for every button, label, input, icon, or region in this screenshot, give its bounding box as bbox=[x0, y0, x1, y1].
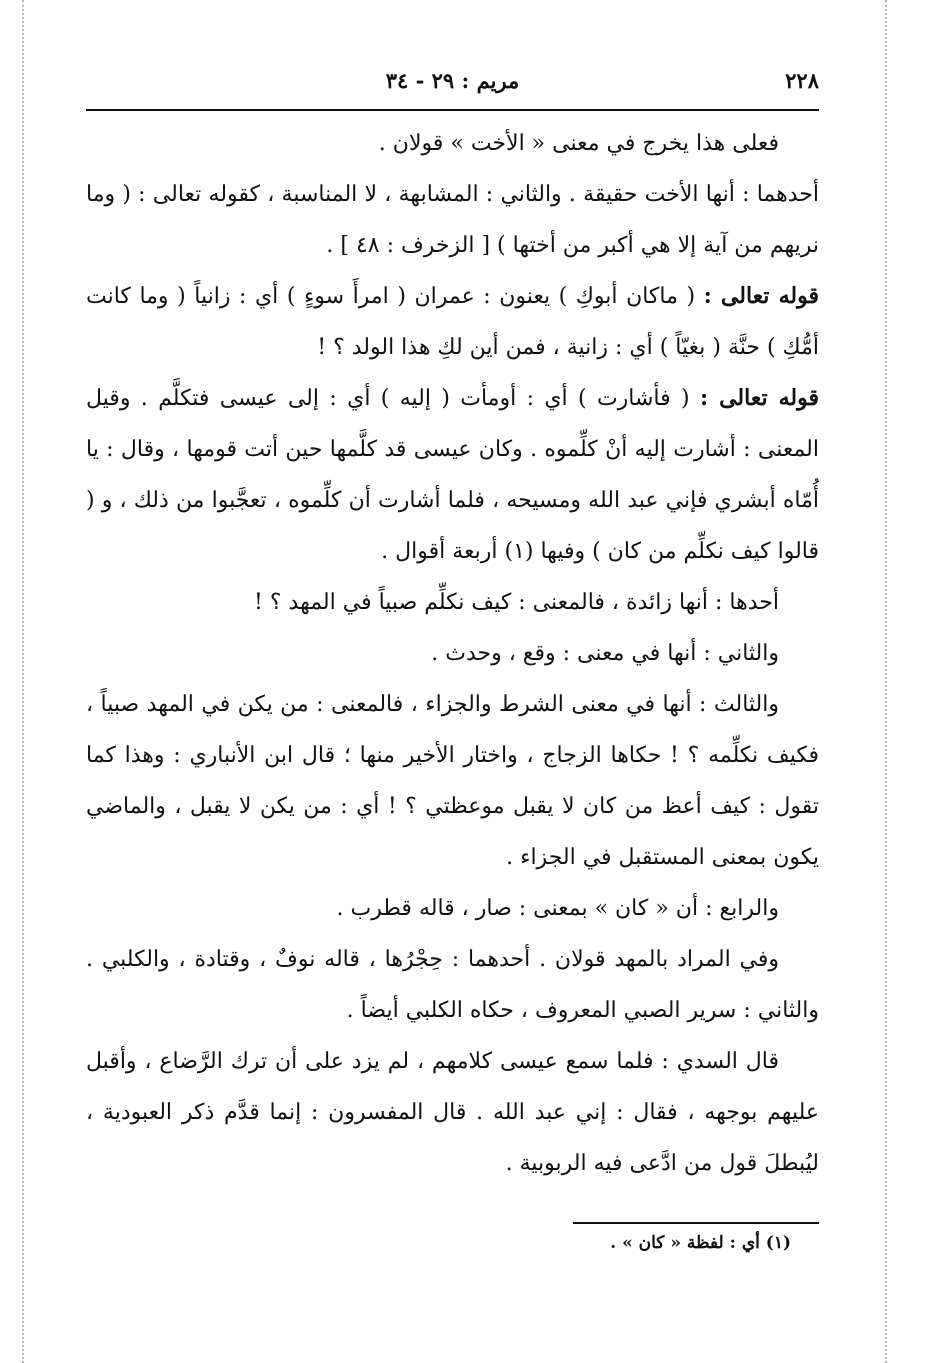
running-title: مريم : ٢٩ - ٣٤ bbox=[385, 68, 520, 93]
verse-lead: قوله تعالى : bbox=[703, 283, 819, 309]
paragraph: أحدهما : أنها الأخت حقيقة . والثاني : المشابهة ، لا المناسبة ، كقوله تعالى : ( وما نريهم من آية إلا هي أكبر من أختها ) [ الزخرف : ٤٨ ] . bbox=[86, 182, 819, 258]
page-header bbox=[86, 68, 819, 102]
paragraph bbox=[86, 373, 819, 577]
paragraph: قال السدي : فلما سمع عيسى كلامهم ، لم يزد على أن ترك الرَّضاع ، وأقبل عليهم بوجهه ، فقال : إني عبد الله . قال المفسرون : إنما قدَّم ذكر العبودية ، ليُبطلَ قول من ادَّعى فيه الربوبية . bbox=[86, 1049, 819, 1176]
paragraph: والرابع : أن « كان » بمعنى : صار ، قاله قطرب . bbox=[336, 896, 779, 921]
paragraph: والثاني : أنها في معنى : وقع ، وحدث . bbox=[431, 641, 779, 666]
paragraph: والثالث : أنها في معنى الشرط والجزاء ، فالمعنى : من يكن في المهد صبياً ، فكيف نكلِّمه ؟ ! حكاها الزجاج ، واختار الأخير منها ؛ قال ابن الأنباري : وهذا كما تقول : كيف أعظ من كان لا يقبل موعظتي ؟ ! أي : من يكن لا يقبل ، والماضي يكون بمعنى المستقبل في الجزاء . bbox=[86, 692, 819, 870]
paragraph: وفي المراد بالمهد قولان . أحدهما : حِجْرُها ، قاله نوفٌ ، وقتادة ، والكلبي . والثاني : سرير الصبي المعروف ، حكاه الكلبي أيضاً . bbox=[86, 947, 819, 1023]
verse-lead: قوله تعالى : bbox=[699, 385, 819, 411]
paragraph-text: ( فأشارت ) أي : أومأت ( إليه ) أي : إلى عيسى فتكلَّم . وقيل المعنى : أشارت إليه أنْ كلِّموه . وكان عيسى قد كلَّمها حين أتت قومها ، وقال : يا أُمّاه أبشري فإني عبد الله ومسيحه ، فلما أشارت أن كلِّموه ، تعجَّبوا من ذلك ، و ( قالوا كيف نكلِّم من كان ) وفيها (١) أربعة أقوال . bbox=[86, 386, 819, 564]
paragraph: أحدها : أنها زائدة ، فالمعنى : كيف نكلِّم صبياً في المهد ؟ ! bbox=[254, 590, 779, 615]
paragraph bbox=[86, 271, 819, 373]
page-number: ٢٢٨ bbox=[785, 68, 819, 93]
paragraph-text: ( ماكان أبوكِ ) يعنون : عمران ( امرأَ سوءٍ ) أي : زانياً ( وما كانت أمُّكِ ) حنَّة ( بغيّاً ) أي : زانية ، فمن أين لكِ هذا الولد ؟ ! bbox=[86, 284, 819, 360]
page-body bbox=[86, 118, 819, 1189]
footnote: (١) أي : لفظة « كان » . bbox=[610, 1233, 791, 1253]
footnote-rule bbox=[573, 1222, 819, 1224]
header-rule bbox=[86, 109, 819, 111]
paragraph: فعلى هذا يخرج في معنى « الأخت » قولان . bbox=[378, 131, 779, 156]
